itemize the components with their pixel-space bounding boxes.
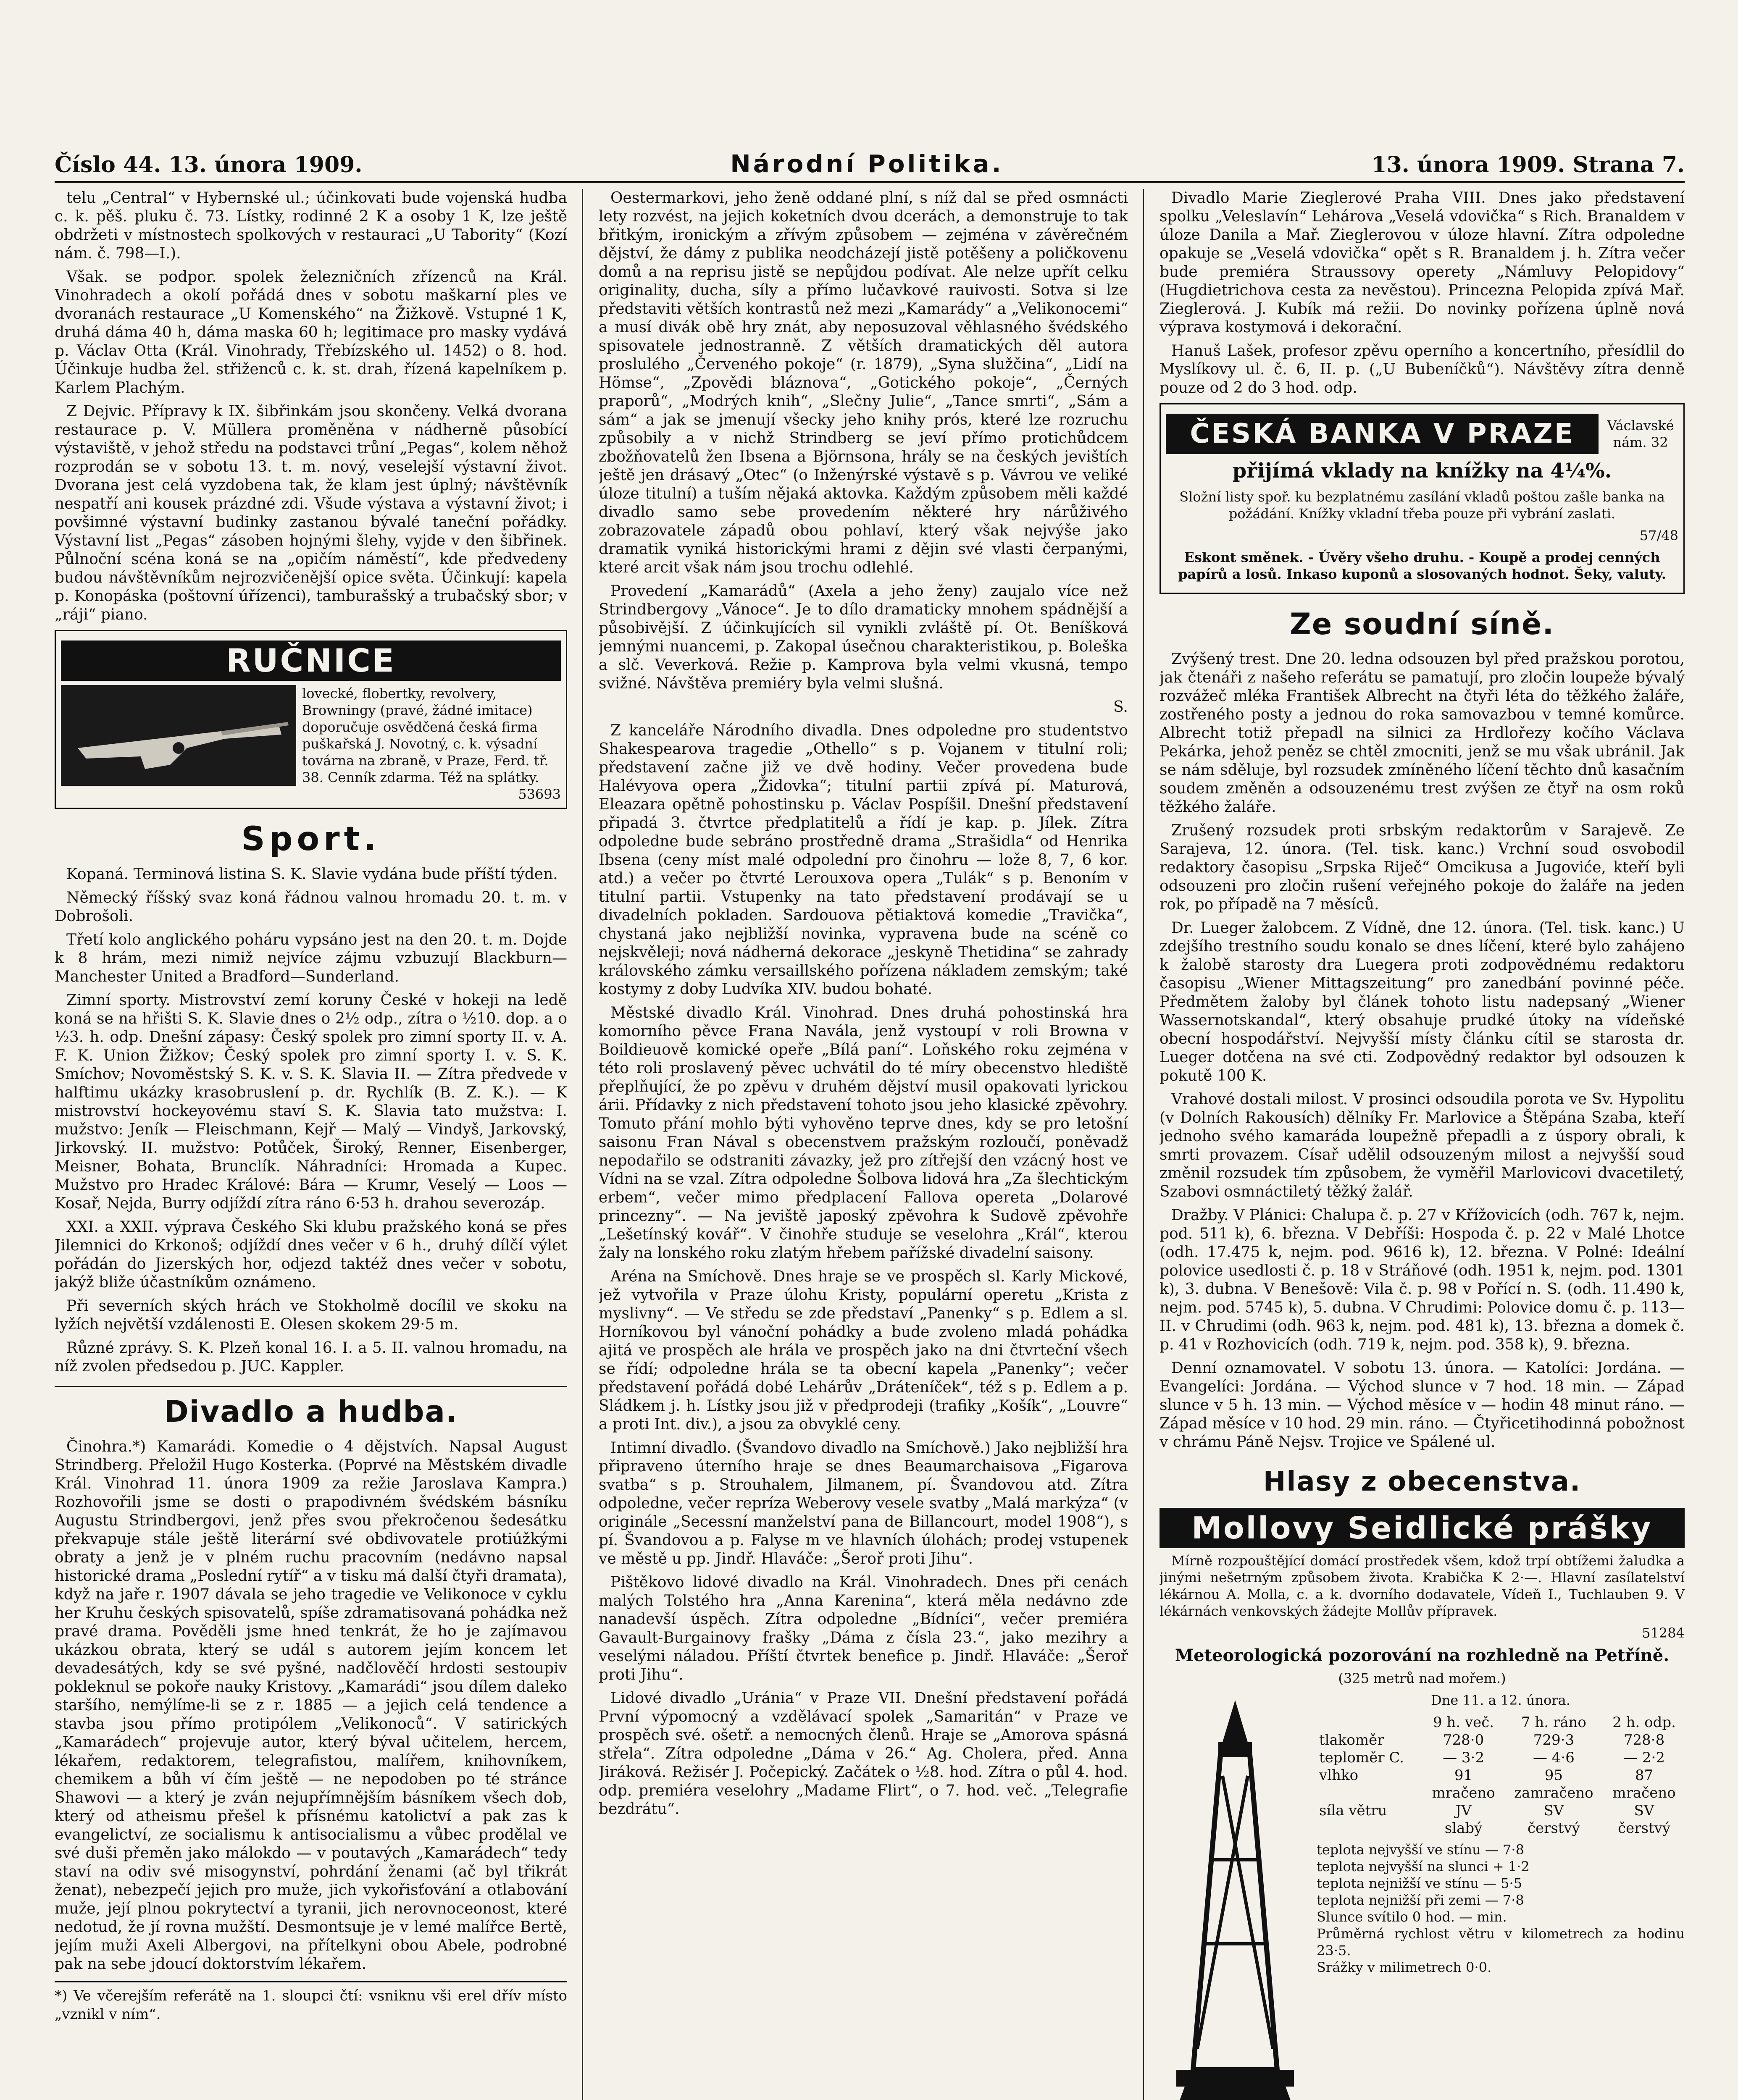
article-paragraph: Z Dejvic. Přípravy k IX. šibřinkám jsou skončeny. Velká dvorana restaurace p. V. Müllera proměněna v nádherně působící výstaviště, v jehož středu na podstavci trůní „Pegas“, kolem něhož rozprodán se v sobotu 13. t. m. nový, veselejší výstavní život. Dvorana jest celá vyzdobena tak, že klam jest úplný; návštěvník nespatří ani kousek prázdné zdi. Všude výstava a výstavní život; i povšimné výstavní budinky zastanou bývalé taneční pořádky. Výstavní list „Pegas“ zásoben hojnými šlehy, vyjde v den šibřinek. Půlnoční scéna koná se na „opičím náměstí“, kde předvedeny budou návštěvníkům nejrozvičenější opice světa. Účinkují: kapela p. Konopáska (poštovní úřízenci), tamburašský a trubačský sbor; v „ráji“ piano. (55, 403, 567, 623)
article-paragraph: Denní oznamovatel. V sobotu 13. února. — Katolíci: Jordána. — Evangelíci: Jordána. — Východ slunce v 7 hod. 18 min. — Západ slunce v 5 h. 13 min. — Východ měsíce v — hodin 48 minut ráno. — Západ měsíce v 10 hod. 29 min. ráno. — Čtyřicetihodinná pobožnost v chrámu Páně Nejsv. Trojice ve Spálené ul. (1160, 1360, 1685, 1451)
article-paragraph: Činohra.*) Kamarádi. Komedie o 4 dějstvích. Napsal August Strindberg. Přeložil Hugo Kosterka. (Poprvé na Městském divadle Král. Vinohrad 11. února 1909 za režie Jaroslava Kampra.) Rozhovořili jsme se dosti o prapodivném švédském básníku Augustu Strindbergovi, jenž přes svou překročenou šedesátku překvapuje stále ještě literární své obdivovatele protiúžkými obraty a jenž je v plném ruchu pracovním (nedávno napsal historické drama „Poslední rytíř“ a v tisku má další čtyři dramata), když na jaře r. 1907 dávala se jeho tragedie ve Velikonoce v cyklu her Kruhu českých spisovatelů, spíše zdramatisovaná pohádka než pravé drama. Pověděli jsme hned tenkrát, že ho je zajímavou ukázkou obrata, který se udál s autorem jejím koncem let devadesátých, kdy se své pyšné, nadčlověčí hrdosti sestoupiv pokleknul se pokoře nauky Kristovy. „Kamarádi“ jsou dílem daleko staršího, nemýlíme-li se z r. 1885 — a jejich celá tendence a stavba jsou přímo protipólem „Velikonoců“. V satirických „Kamarádech“ projevuje autor, který býval učitelem, hercem, lékařem, redaktorem, telegrafistou, malířem, knihovníkem, chemikem a bůh ví čím ještě — ne nepodoben po té stránce Shawovi — a který je zván nejupřímnějším básníkem všech dob, který od atheismu přešel k přísnému katolictví a pak zas k evangelictví, ze socialismu k antisocialismu a vůbec prodělal ve své duši přeměn jako málokdo — v poutavých „Kamarádech“ tedy staví na odiv své misogynství, pohrdání ženami (ač byl třikrát ženat), nebezpečí jejich pro muže, jich vykořisťování a otlabování muže, její plnou pokrytectví a tyranii, jich nerovnoceonost, které nedotud, že jí rovna mužští. Desmontsuje je v lemé malířce Bertě, jejím muži Axeli Albergovi, na přítelkyni obou Abele, podrobné pak na sebe jdoucí doktorstvím lékařem. (55, 1438, 567, 1973)
article-paragraph: Kopaná. Terminová listina S. K. Slavie vydána bude příští týden. (66, 866, 558, 883)
bank-ad (1160, 403, 1685, 594)
column-3 (1160, 189, 1685, 2100)
article-paragraph: Z kanceláře Národního divadla. Dnes odpoledne pro studentstvo Shakespearova tragedie „Othello“ s p. Vojanem v titulní roli; představení začne již ve dvě hodiny. Večer provedena bude Halévyova opera „Židovka“; titulní partii zpívá pí. Maturová, Eleazara opětně pohostinsku p. Václav Pospíšil. Dnešní představení připadá 3. čtvrtce předplatitelů a řídí je kap. p. Jílek. Zítra odpoledne bude sebráno prostředně drama „Strašidla“ od Henrika Ibsena (ceny míst malé odpolední pro činohru — lože 8, 7, 6 kor. atd.) a večer po čtvrté Lerouxova opera „Tulák“ s p. Benoním v titulní partii. Vstupenky na tato představení prodávají se u divadelních pokladen. Sardouova pětiaktová komedie „Travička“, chystaná jako nejbližší novinka, vypravena bude na scéně co nejskvěleji; nová nádherná dekorace „jeskyně Thetidina“ se zahrady královského zámku versaillského pořízena nákladem zemským; také kostymy z doby Ludvíka XIV. budou bohaté. (599, 722, 1128, 998)
meteo-title: Meteorologická pozorování na rozhledně na Petříně. (1175, 1646, 1670, 1665)
article-paragraph: Dr. Lueger žalobcem. Z Vídně, dne 12. února. (Tel. tisk. kanc.) U zdejšího trestního soudu konalo se dnes líčení, které bylo zahájeno k žalobě starosty dra Luegera proti zodpovědnému redaktoru časopisu „Wiener Mittagszeitung“ pro zanedbání povinné péče. Předmětem žaloby byl článek tohoto listu nadepsaný „Wiener Wassernotskandal“, který obsahuje prudké útoky na vídeňské obecní hospodářství. Nejvyšší místy článku cítil se starosta dr. Lueger dotčena na své cti. Zodpovědný redaktor byl odsouzen k pokutě 100 K. (1160, 919, 1685, 1084)
row-label: teploměr C. (1319, 1749, 1404, 1766)
table-cell: čerstvý (1618, 1820, 1671, 1837)
row-label: vlhko (1319, 1767, 1359, 1784)
moll-text: Mírně rozpouštějící domácí prostředek všem, kdož trpí obtížemi žaludka a jinými nešetrným způsobem života. Krabička K 2·—. Hlavní zasílatelství lékárnou A. Molla, c. a k. dvorního dodavatele, Vídeň I., Tuchlauben 9. V lékárnách venkovských žádejte Mollův přípravek. (1160, 1553, 1685, 1619)
table-cell: 729·3 (1533, 1732, 1575, 1748)
article-paragraph: Intimní divadlo. (Švandovo divadlo na Smíchově.) Jako nejbližší hra připraveno úterního hraje se dnes Beaumarchaisova „Figarova svatba“ s p. Strouhalem, Jilmanem, pí. Švandovou atd. Zítra odpoledne, večer repríza Weberovy vesele svatby „Malá markýza“ (v originále „Secessní manželství pana de Billancourt, model 1908“), s pí. Švandovou a p. Falyse m ve hlavních úlohách; prodej vstupenek ve městě u pp. Jindř. Hlaváče: „Šeroř proti Jihu“. (599, 1439, 1128, 1567)
article-paragraph: Při severních ských hrách ve Stokholmě docílil ve skoku na lyžích největší vzdálenosti E. Olesen skokem 29·5 m. (55, 1297, 567, 1333)
rucnice-title: RUČNICE (61, 640, 561, 681)
table-header: 9 h. več. (1433, 1714, 1494, 1731)
bank-offer: přijímá vklady na knížky na 4¼%. (1232, 459, 1612, 483)
column-divider (582, 189, 583, 2100)
petrin-tower-icon (1160, 1692, 1311, 2100)
meteo-line: Srážky v milimetrech 0·0. (1317, 1959, 1492, 1975)
article-paragraph: Třetí kolo anglického poháru vypsáno jest na den 20. t. m. Dojde k 8 hrám, mezi nimiž nejvíce zájmu vzbuzují Blackburn—Manchester United a Bradford—Sunderland. (55, 931, 567, 985)
table-header-row (1317, 1714, 1685, 1731)
row-label (1317, 1784, 1423, 1802)
table-cell: mračeno (1432, 1785, 1495, 1801)
table-row (1317, 1784, 1685, 1802)
table-cell: čerstvý (1527, 1820, 1580, 1837)
bank-address: Václavské nám. 32 (1607, 417, 1674, 450)
meteo-line: teplota nejvyšší ve stínu — 7·8 (1317, 1842, 1524, 1858)
meteo-subtitle: (325 metrů nad mořem.) (1338, 1670, 1506, 1686)
table-cell: SV (1543, 1802, 1564, 1819)
meteo-line: Průměrná rychlost větru v kilometrech za hodinu 23·5. (1317, 1926, 1685, 1958)
table-header: 7 h. ráno (1521, 1714, 1586, 1731)
article-paragraph: Německý říšský svaz koná řádnou valnou hromadu 20. t. m. v Dobrošoli. (55, 889, 567, 925)
footnote: *) Ve včerejším referátě na 1. sloupci čtí: vsniknu vši erel dřív místo „vznikl v ním“. (55, 1981, 567, 2024)
meteo-date: Dne 11. a 12. února. (1431, 1692, 1570, 1708)
table-cell: 87 (1635, 1767, 1654, 1784)
row-label (1317, 1819, 1423, 1837)
table-cell: SV (1634, 1802, 1654, 1819)
table-row (1317, 1731, 1685, 1749)
bank-text: Složní listy spoř. ku bezplatnému zasílání vkladů poštou zašle banka na požádání. Knížky vkladní třeba pouze při vybrání zaslati. (1179, 489, 1665, 522)
rucnice-text: lovecké, flobertky, revolvery, Browningy (pravé, žádné imitace) doporučuje osvědčená česká firma puškařská J. Novotný, c. k. výsadní továrna na zbraně, v Praze, Ferd. tř. 38. Cenník zdarma. Též na splátky. (302, 685, 549, 785)
issue-number: Číslo 44. 13. února 1909. (55, 152, 363, 178)
meteo-line: teplota nejvyšší na slunci + 1·2 (1317, 1858, 1530, 1874)
article-paragraph: Však. se podpor. spolek železničních zřízenců na Král. Vinohradech a okolí pořádá dnes v sobotu maškarní ples ve dvoranách restaurace „U Komenského“ na Žižkově. Vstupné 1 K, druhá dáma 40 h, dáma maska 60 h; legitimace pro masky vydává p. Václav Otta (Král. Vinohrady, Třebízského ul. 1452) o 8. hod. Účinkuje hudba žel. střiženců c. k. st. drah, řízená kapelníkem p. Karlem Plachým. (55, 268, 567, 396)
hlasy-title: Hlasy z obecenstva. (1263, 1466, 1581, 1497)
columns (55, 189, 1685, 2100)
table-cell: slabý (1444, 1820, 1483, 1837)
rucnice-ad (55, 630, 567, 809)
article-paragraph: Zvýšený trest. Dne 20. ledna odsouzen byl před pražskou porotou, jak čtenáři z našeho referátu se pamatují, pro zločin loupeže bývalý rozvážeč mléka František Albrecht na čtyři léta do těžkého žaláře, zostřeného posty a jednou do roka samovazbou v temné komůrce. Albrecht totiž přepadl na silnici za Hrdlořezy kočího Václava Pekárka, jehož peněz se chtěl zmocniti, jenž se mu však ubránil. Jak se nám sděluje, byl rozsudek zmíněného líčení těchto dnů kasačním soudem změněn a odsouzenému trest zvýšen ze čtyř na osm roků těžkého žaláře. (1160, 651, 1685, 816)
bank-name: ČESKÁ BANKA V PRAZE (1166, 414, 1599, 454)
table-row (1317, 1749, 1685, 1767)
article-paragraph: Zimní sporty. Mistrovství zemí koruny České v hokeji na ledě koná se na hřišti S. K. Slavie dnes o 2½ odp., zítra o ½10. dop. a o ½3. h. odp. Dnešní zápasy: Český spolek pro zimní sporty II. v. A. F. K. Union Žižkov; Český spolek pro zimní sporty I. v. S. K. Smíchov; Novoměstský S. K. v. S. K. Slavia II. — Zítra předvede v halftimu ukázky krasobruslení p. dr. Rychlík (B. Z. K.). — K mistrovství hockeyovému staví S. K. Slavia tato mužstva: I. mužstvo: Jeník — Fleischmann, Kejř — Malý — Vindyš, Jarkovský, Jirkovský. II. mužstvo: Potůček, Široký, Renner, Eisenberger, Meisner, Bohata, Brunclík. Náhradníci: Hromada a Kupec. Mužstvo pro Hradec Králové: Bára — Krumr, Veselý — Loos — Kosař, Nejda, Burry odjíždí zítra ráno 6·53 h. drahou severozáp. (55, 992, 567, 1212)
table-cell: 728·8 (1623, 1732, 1665, 1748)
meteo-line: Slunce svítilo 0 hod. — min. (1317, 1909, 1507, 1925)
signature: S. (1113, 698, 1128, 716)
article-paragraph: Zrušený rozsudek proti srbským redaktorům v Sarajevě. Ze Sarajeva, 12. února. (Tel. tisk. kanc.) Vrchní soud osvobodil redaktory časopisu „Srpska Riječ“ Omcikusa a Jugoviće, kteří byli odsouzeni pro zločin rušení veřejného pokoje do žaláře na jeden rok, po případě na 7 měsíců. (1160, 822, 1685, 913)
row-label: síla větru (1319, 1802, 1387, 1819)
newspaper-page (55, 151, 1685, 2100)
article-paragraph: Divadlo Marie Zieglerové Praha VIII. Dnes jako představení spolku „Veleslavín“ Lehárova „Veselá vdovička“ s Rich. Branaldem v úloze Danila a Mař. Zieglerovou v úloze hlavní. Zítra odpoledne opakuje se „Veselá vdovička“ opět s R. Branaldem j. h. Zítra večer bude premiéra Straussovy operety „Námluvy Pelopidovy“ (Hugdietrichova cesta za nevěstou). Princezna Pelopida zpívá Mař. Zieglerová. J. Kubík má režii. Do novinky pořízena úplně nová výprava kostymová i dekorační. (1160, 189, 1685, 336)
article-paragraph: Různé zprávy. S. K. Plzeň konal 16. I. a 5. II. valnou hromadu, na níž zvolen předsedou p. JUC. Kappler. (55, 1339, 567, 1375)
table-cell: — 3·2 (1443, 1749, 1484, 1766)
article-paragraph: telu „Central“ v Hybernské ul.; účinkovati bude vojenská hudba c. k. pěš. pluku č. 73. Lístky, rodinné 2 K a osoby 1 K, lze ještě obdržeti v místnostech spolkových v restauraci „U Tabority“ (Kozí nám. č. 798—I.). (55, 189, 567, 262)
divadlo-title: Divadlo a hudba. (55, 1386, 567, 1432)
meteo-line: teplota nejnižší ve stínu — 5·5 (1317, 1875, 1522, 1891)
table-cell: JV (1455, 1802, 1472, 1819)
page-date: 13. února 1909. Strana 7. (1371, 152, 1685, 178)
bank-services: Eskont směnek. - Úvěry všeho druhu. - Koupě a prodej cenných papírů a losů. Inkaso kuponů a slosovaných hodnot. Šeky, valuty. (1178, 549, 1666, 582)
article-paragraph: Pištěkovo lidové divadlo na Král. Vinohradech. Dnes při cenách malých Tolstého hra „Anna Karenina“, která měla nedávno zde nanadevší úspěch. Zítra odpoledne „Bídníci“, večer premiéra Gavault-Burgainovy frašky „Dáma z čísla 23.“, jako mezihry a veselými náladou. Příští čtvrtek benefice p. Jindř. Hlaváče: „Šeroř proti Jihu“. (599, 1574, 1128, 1683)
table-cell: 95 (1544, 1767, 1563, 1784)
moll-banner: Mollovy Seidlické prášky (1160, 1508, 1685, 1548)
rifle-icon (61, 685, 296, 786)
table-cell: — 2·2 (1623, 1749, 1665, 1766)
meteo-line: teplota nejnižší při zemi — 7·8 (1317, 1892, 1524, 1908)
ad-code: 51284 (1642, 1625, 1685, 1641)
ad-code: 57/48 (1639, 528, 1678, 543)
table-cell: 728·0 (1443, 1732, 1484, 1748)
article-paragraph: Lidové divadlo „Uránia“ v Praze VII. Dnešní představení pořádá První výpomocný a vzdělávací spolek „Samaritán“ v Praze ve prospěch své. ošetř. a nemocných členů. Hraje se „Amorova spásná střela“. Zítra odpoledne „Dáma v 26.“ Ag. Cholera, před. Anna Jiráková. Režisér J. Počepický. Začátek o ½8. hod. Zítra o půl 4. hod. odp. premiéra veselohry „Madame Flirt“, o 7. hod. več. „Telegrafie bezdrátu“. (599, 1690, 1128, 1818)
page-header (55, 151, 1685, 183)
newspaper-title: Národní Politika. (730, 150, 1004, 178)
article-paragraph: Vrahové dostali milost. V prosinci odsoudila porota ve Sv. Hypolitu (v Dolních Rakousích) dělníky Fr. Marlovice a Štěpána Szaba, kteří jednoho svého kamaráda loupežně přepadli a z úspory obrali, k smrti provazem. Císař udělil odsouzeným milost a nejvyšší soud změnil rozsudek tím způsobem, že vyměřil Marlovicovi dvacetiletý, Szabovi osmnáctiletý těžký žalář. (1160, 1091, 1685, 1200)
article-paragraph: Hanuš Lašek, profesor zpěvu operního a koncertního, přesídlil do Myslíkovy ul. č. 6, II. p. („U Bubeníčků“). Návštěvy zítra denně pouze od 2 do 3 hod. odp. (1160, 342, 1685, 396)
column-divider (1143, 189, 1144, 2100)
article-paragraph: Provedení „Kamarádů“ (Axela a jeho ženy) zaujalo více než Strindbergovy „Vánoce“. Je to dílo dramaticky mnohem spádnější a působivější. Z účinkujících sil vynikli zvláště pí. Ot. Beníšková jemnými nuancemi, p. Zakopal úsečnou charakteristikou, p. Boleška a slč. Veverková. Režie p. Kamprova byla velmi vkusná, tempo svižné. Návštěva premiéry byla velmi slušná. (599, 583, 1128, 692)
column-1 (55, 189, 567, 2100)
table-cell: — 4·6 (1533, 1749, 1575, 1766)
article-paragraph: Oestermarkovi, jeho ženě oddané plní, s níž dal se před osmnácti lety rozvést, na jejich koketních dvou dcerách, a demonstruje to tak břitkým, ironickým a zřívým způsobem — zejména v závěrečném dějství, že dámy z publika neodcházejí jistě potěšeny a poličkovenu domů a na reprisu jistě se nepůjdou podívat. Ale nelze upřít celku originality, ducha, síly a přímo lučavkové rauivosti. Sotva si lze představiti větších kontrastů než mezi „Kamarády“ a „Velikonocemi“ a musí divák obě hry znát, aby neposuzoval věhlasného švédského spisovatele jednostranně. Z větších dramatických děl autora proslulého „Červeného pokoje“ (r. 1879), „Syna služčina“, „Lidí na Hömse“, „Zpovědi bláznova“, „Gotického pokoje“, „Černých praporů“, „Modrých knih“, „Slečny Julie“, „Tance smrti“, „Sám a sám“ a jak se jmenují všecky jeho knihy prós, které lze rozruchu způsobily a v nichž Strindberg se jeví přímo protichůdcem zbožňovatelů žen Ibsena a Björnsona, hrály se na českých jevištích ještě jen drásavý „Otec“ (o Inženýrské výstavě s p. Vávrou ve veliké úloze titulní) a tuším nějaká aktovka. Každým způsobem měli každé divadlo samo sebe provedením některé hry nárůživého zobrazovatele západů obou pohlaví, který však nejvýše jako dramatik vyniká historickými hrami z dějin své vlasti čerpanými, které arcit však nám jsou trochu odlehlé. (599, 189, 1128, 576)
article-paragraph: Aréna na Smíchově. Dnes hraje se ve prospěch sl. Karly Mickové, jež vytvořila v Praze úlohu Kristy, populární operetu „Krista z myslivny“. — Ve středu se zde představí „Panenky“ s p. Edlem a sl. Horníkovou byl vánoční pohádky a bude zvoleno mladá pohádka ajitá ve prospěch ale hrála ve prospěch jako na dni čtvrteční všech se řídí; odpoledne hrála se ta obecní kapela „Panenky“; večer představení pořádá dobé Lehárův „Dráteníček“, též s p. Edlem a p. Sládkem j. h. Lístky jsou již v předprodeji (trafiky „Košík“, „Louvre“ a proti Int. div.), a jsou za obvyklé ceny. (599, 1268, 1128, 1433)
table-row (1317, 1819, 1685, 1837)
meteo-table (1317, 1714, 1685, 1837)
ad-code: 53693 (518, 786, 561, 802)
row-label: tlakoměr (1319, 1732, 1384, 1748)
table-cell: 91 (1454, 1767, 1473, 1784)
table-cell: mračeno (1612, 1785, 1676, 1801)
table-row (1317, 1767, 1685, 1784)
column-2 (599, 189, 1128, 2100)
sport-title: Sport. (241, 820, 381, 858)
article-paragraph: XXI. a XXII. výprava Českého Ski klubu pražského koná se přes Jilemnici do Krkonoš; odjíždí dnes večer v 6 h., druhý dílčí výlet pořádán do Jizerských hor, odjezd taktéž dnes večer v sobotu, jakýž bliže účastníkům oznámeno. (55, 1218, 567, 1291)
article-paragraph: Městské divadlo Král. Vinohrad. Dnes druhá pohostinská hra komorního pěvce Frana Navála, jenž vystoupí v roli Browna v Boildieuově komické opeře „Bílá paní“. Loňského roku zejména v této roli proslavený pěvec uchvátil do té míry obecenstvo hlediště přeplňující, že po zpěvu v druhém dějství musil opakovati lyrickou árii. Přídavky z nich představení tohoto jsou jeho klasické zpěvohry. Tomuto přání mohlo býti vyhověno teprve dnes, kdy se pro letošní saisonu Fran Nával s obecenstvem pražským rozloučí, poněvadž nepodařilo se odstraniti závazky, jež pro zítřejší den vzácný host ve Vídni na se vzal. Zítra odpoledne Šolbova lidová hra „Za šlechtickým erbem“, večer mimo předplacení Fallova opereta „Dolarové princezny“. — Na jeviště japoský zpěvohra k Sudově zpěvohře „Lešetínský kovář“. V činohře studuje se veselohra „Král“, kterou žaly na lonského roku zlatým hřebem pařížské divadelní saisony. (599, 1004, 1128, 1262)
table-cell: zamračeno (1514, 1785, 1593, 1801)
table-row (1317, 1802, 1685, 1819)
table-header: 2 h. odp. (1612, 1714, 1676, 1731)
article-paragraph: Dražby. V Plánici: Chalupa č. p. 27 v Křížovicích (odh. 767 k, nejm. pod. 511 k), 6. března. V Debříši: Hospoda č. p. 22 v Malé Lhotce (odh. 17.475 k, nejm. pod. 9616 k), 12. března. V Polné: Ideální polovice usedlosti č. p. 18 v Stráňové (odh. 1951 k, nejm. pod. 1301 k), 3. dubna. V Benešově: Vila č. p. 98 v Pořící n. S. (odh. 11.490 k, nejm. pod. 5745 k), 5. dubna. V Chrudimi: Polovice domu č. p. 113—II. v Chrudimi (odh. 963 k, nejm. pod. 481 k), 13. března a domek č. p. 41 v Rozhovicích (odh. 719 k, nejm. pod. 358 k), 9. března. (1160, 1207, 1685, 1353)
court-title: Ze soudní síně. (1289, 607, 1555, 641)
